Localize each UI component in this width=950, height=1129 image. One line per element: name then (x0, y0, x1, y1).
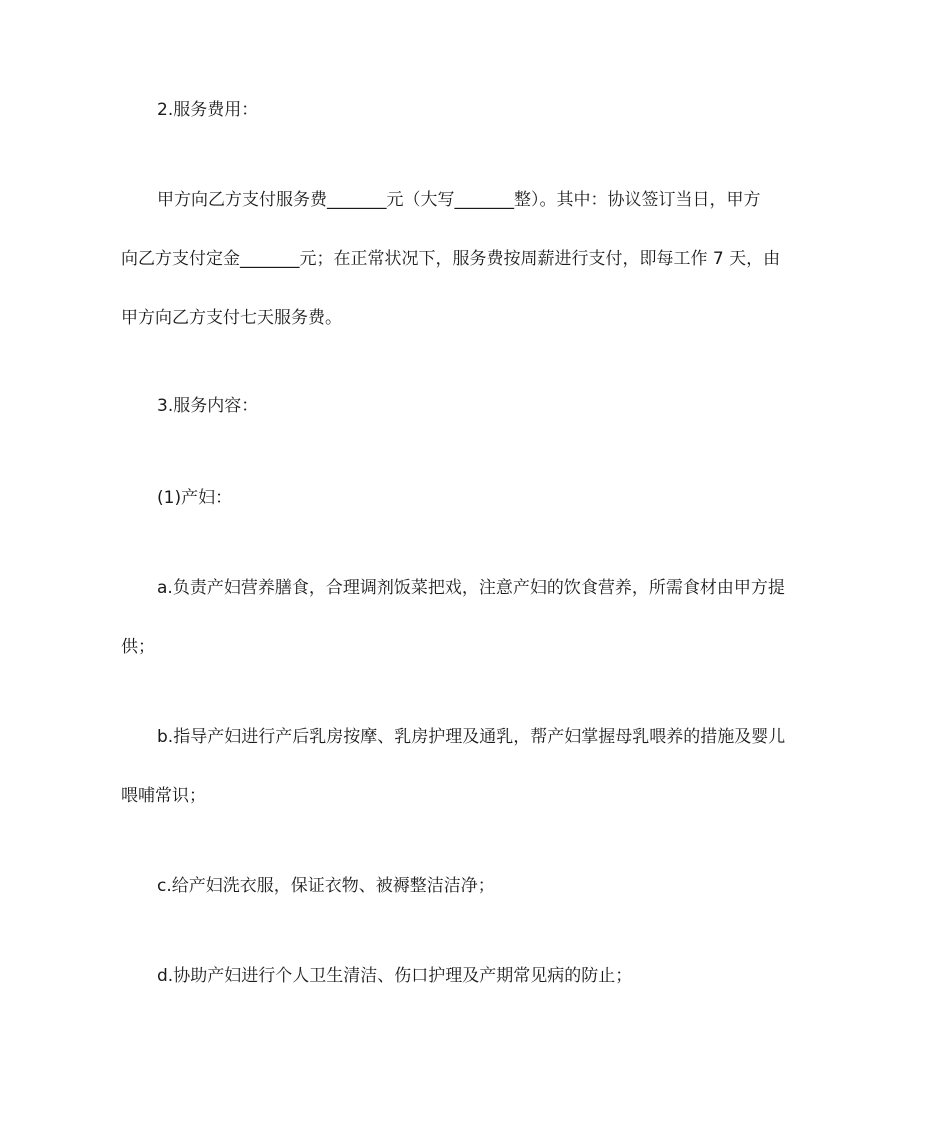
item-b-line-1: b.指导产妇进行产后乳房按摩、乳房护理及通乳，帮产妇掌握母乳喂养的措施及婴儿 (157, 727, 786, 747)
content-heading-line-1: 3.服务内容： (157, 396, 259, 416)
fee-heading (121, 81, 833, 140)
item-b-line-2: 喂哺常识； (121, 786, 206, 806)
fee-paragraph-line-2: 向乙方支付定金_______元；在正常状况下，服务费按周薪进行支付，即每工作 7 天，由 (121, 249, 781, 269)
item-d (121, 947, 833, 1006)
item-c (121, 857, 833, 916)
item-a (121, 559, 833, 677)
fee-paragraph-line-3: 甲方向乙方支付七天服务费。 (121, 308, 342, 328)
content-heading (121, 377, 833, 436)
item-b (121, 708, 833, 826)
item-d-line-1: d.协助产妇进行个人卫生清洁、伤口护理及产期常见病的防止； (157, 966, 633, 986)
item-c-line-1: c.给产妇洗衣服，保证衣物、被褥整洁洁净； (157, 876, 495, 896)
fee-paragraph (121, 171, 833, 348)
fee-paragraph-line-1: 甲方向乙方支付服务费_______元（大写_______整）。其中：协议签订当日，甲方 (157, 190, 761, 210)
item-a-line-1: a.负责产妇营养膳食，合理调剂饭菜把戏，注意产妇的饮食营养，所需食材由甲方提 (157, 578, 785, 598)
mother-heading (121, 469, 833, 528)
fee-heading-line-1: 2.服务费用： (157, 100, 259, 120)
mother-heading-line-1: (1)产妇： (157, 488, 233, 508)
item-a-line-2: 供； (121, 637, 155, 657)
